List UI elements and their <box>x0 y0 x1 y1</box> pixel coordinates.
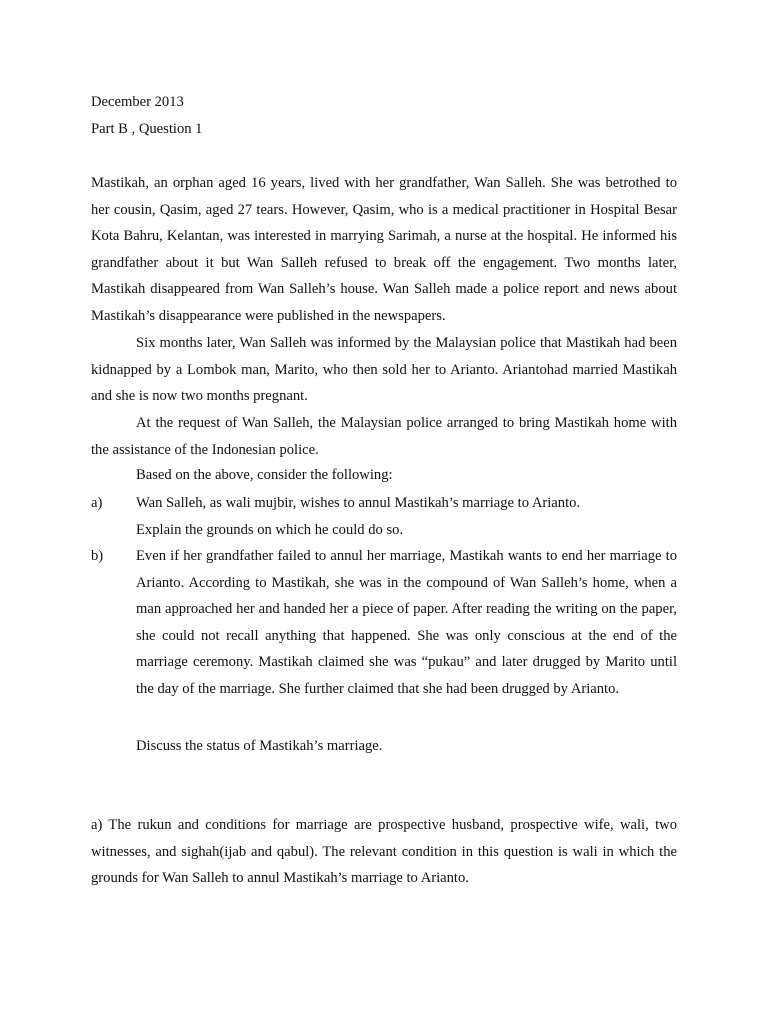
item-marker: a) <box>91 495 103 511</box>
question-item-a <box>91 490 677 517</box>
consider-instruction: Based on the above, consider the following: <box>136 467 393 483</box>
item-text: Wan Salleh, as wali mujbir, wishes to annul Mastikah’s marriage to Arianto. <box>136 495 581 511</box>
document-date: December 2013 <box>91 94 184 110</box>
scenario-paragraph-3: At the request of Wan Salleh, the Malaysian police arranged to bring Mastikah home with the assistance of the Indonesian police. <box>91 415 677 458</box>
answer-paragraph: a) The rukun and conditions for marriage are prospective husband, prospective wife, wali, two witnesses, and sighah(ijab and qabul). The relevant condition in this question is wali in which the grounds for Wan Salleh to annul Mastikah’s marriage to Arianto. <box>91 817 677 887</box>
item-text: Even if her grandfather failed to annul her marriage, Mastikah wants to end her marriage to Arianto. According to Mastikah, she was in the compound of Wan Salleh’s home, when a man approached her and handed her a piece of paper. After reading the writing on the paper, she could not recall anything that happened. She was only conscious at the end of the marriage ceremony. Mastikah claimed she was “pukau” and later drugged by Marito until the day of the marriage. She further claimed that she had been drugged by Arianto. <box>136 548 677 697</box>
item-marker: b) <box>91 548 104 564</box>
question-a-followup: Explain the grounds on which he could do so. <box>136 522 404 538</box>
question-b-followup: Discuss the status of Mastikah’s marriage. <box>136 738 383 754</box>
scenario-paragraph-1: Mastikah, an orphan aged 16 years, lived with her grandfather, Wan Salleh. She was betrothed to her cousin, Qasim, aged 27 tears. However, Qasim, who is a medical practitioner in Hospital Besar Kota Bahru, Kelantan, was interested in marrying Sarimah, a nurse at the hospital. He informed his grandfather about it but Wan Salleh refused to break off the engagement. Two months later, Mastikah disappeared from Wan Salleh’s house. Wan Salleh made a police report and news about Mastikah’s disappearance were published in the newspapers. <box>91 175 677 324</box>
question-part: Part B , Question 1 <box>91 121 203 137</box>
question-item-b <box>91 543 677 703</box>
scenario-paragraph-2: Six months later, Wan Salleh was informed by the Malaysian police that Mastikah had been kidnapped by a Lombok man, Marito, who then sold her to Arianto. Ariantohad married Mastikah and she is now two months pregnant. <box>91 335 677 405</box>
